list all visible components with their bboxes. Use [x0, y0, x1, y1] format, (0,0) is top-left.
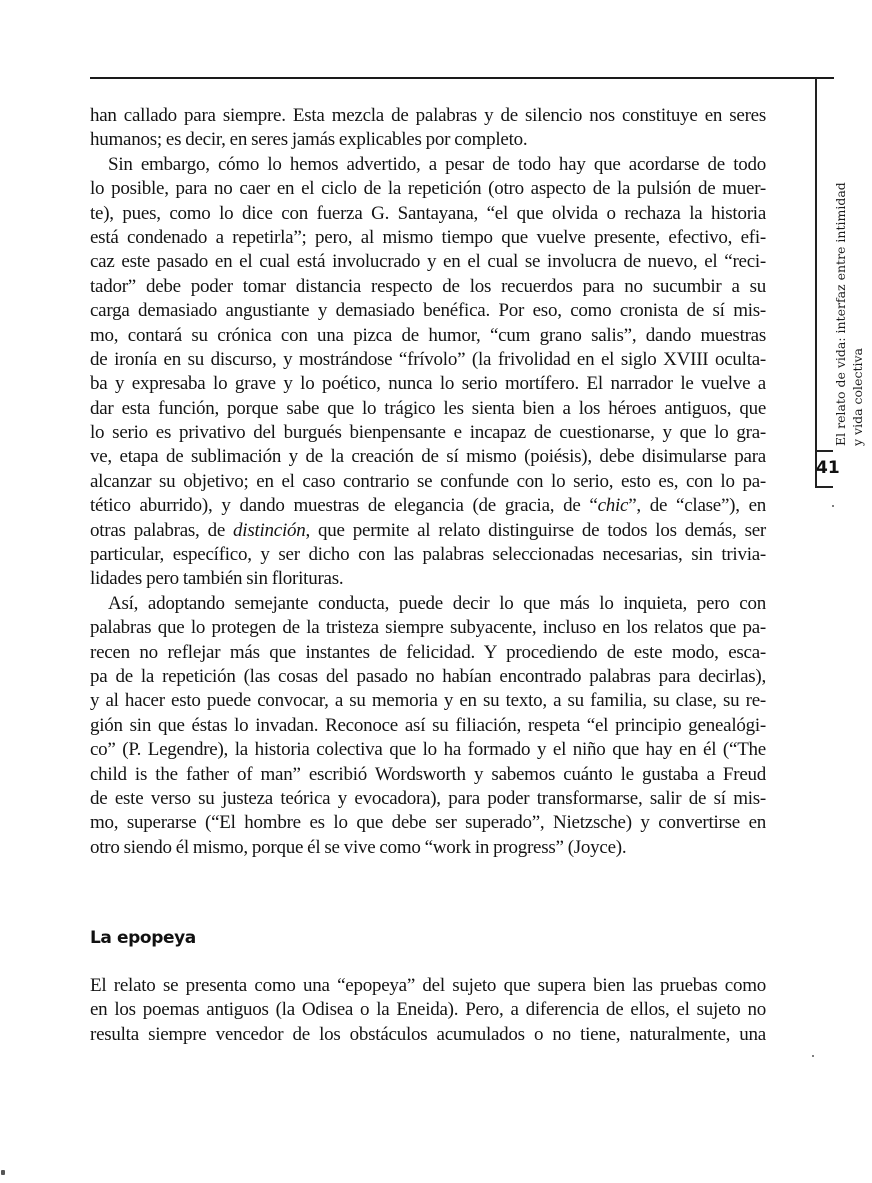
text-line: lo posible, para no caer en el ciclo de la repetición (otro aspecto de la pulsión de muer-	[90, 178, 766, 200]
text-line: dar esta función, porque sabe que lo trágico les sienta bien a los héroes antiguos, que	[90, 397, 766, 419]
text-run: , que permite al relato distinguirse de todos los demás, ser	[305, 519, 766, 541]
text-line: tador” debe poder tomar distancia respecto de los recuerdos para no sucumbir a su	[90, 275, 766, 297]
text-line: Así, adoptando semejante conducta, puede decir lo que más lo inquieta, pero con	[108, 592, 766, 614]
text-line: palabras que lo protegen de la tristeza siempre subyacente, incluso en los relatos que pa-	[90, 617, 766, 639]
italic-term-distincion: distinción	[233, 519, 306, 541]
folio-box-top	[815, 450, 833, 452]
running-title	[832, 182, 866, 446]
text-line: El relato se presenta como una “epopeya” del sujeto que supera bien las pruebas como	[90, 975, 766, 996]
text-run: tético aburrido), y dando muestras de elegancia (de gracia, de “	[90, 495, 598, 517]
folio-box-bottom	[815, 486, 833, 488]
text-line: carga demasiado angustiante y demasiado benéfica. Por eso, como cronista de sí mis-	[90, 300, 766, 322]
scan-speck	[812, 1055, 814, 1057]
text-line: otro siendo él mismo, porque él se vive como “work in progress” (Joyce).	[90, 836, 627, 858]
page-number: 41	[816, 458, 840, 478]
text-line: de ironía en su discurso, y mostrándose “frívolo” (la frivolidad en el siglo XVIII oculta-	[90, 348, 766, 370]
header-rule	[90, 77, 834, 79]
text-line	[90, 519, 766, 543]
text-line: child is the father of man” escribió Wordsworth y sabemos cuánto le gustaba a Freud	[90, 763, 766, 785]
text-line: han callado para siempre. Esta mezcla de palabras y de silencio nos constituye en seres	[90, 105, 766, 126]
text-line: lo serio es privativo del burgués bienpensante e incapaz de cuestionarse, y que lo gra-	[90, 422, 766, 444]
text-line: ba y expresaba lo grave y lo poético, nunca lo serio mortífero. El narrador le vuelve a	[90, 373, 766, 395]
text-line: caz este pasado en el cual está involucrado y en el cual se involucra de nuevo, el “reci-	[90, 251, 766, 273]
paragraph	[90, 153, 766, 592]
text-line: gión sin que éstas lo invadan. Reconoce así su filiación, respeta “el principio genealógi-	[90, 714, 766, 736]
scan-speck	[1, 1170, 5, 1175]
text-line: ve, etapa de sublimación y de la creación de sí mismo (poiésis), debe disimularse para	[90, 446, 766, 468]
section-body-text	[90, 974, 766, 1047]
text-line: y al hacer esto puede convocar, a su memoria y en su texto, a su familia, su clase, su re-	[90, 690, 766, 712]
italic-term-chic: chic	[597, 495, 629, 517]
text-line: en los poemas antiguos (la Odisea o la Eneida). Pero, a diferencia de ellos, el sujeto no	[90, 999, 766, 1021]
section-heading: La epopeya	[90, 928, 196, 948]
text-line: resulta siempre vencedor de los obstáculos acumulados o no tiene, naturalmente, una	[90, 1023, 766, 1045]
body-text	[90, 104, 766, 860]
text-run: otras palabras, de	[90, 519, 234, 541]
running-title-line-2: y vida colectiva	[850, 348, 865, 446]
text-line: lidades pero también sin florituras.	[90, 568, 344, 590]
text-line: Sin embargo, cómo lo hemos advertido, a pesar de todo hay que acordarse de todo	[108, 153, 766, 175]
text-line: particular, específico, y ser dicho con las palabras seleccionadas necesarias, sin trivia-	[90, 544, 766, 566]
paragraph	[90, 104, 766, 153]
text-line: te), pues, como lo dice con fuerza G. Santayana, “el que olvida o rechaza la historia	[90, 202, 766, 224]
text-line: recen no reflejar más que instantes de felicidad. Y procediendo de este modo, esca-	[90, 641, 766, 663]
text-line: alcanzar su objetivo; en el caso contrario se confunde con lo serio, esto es, con lo pa-	[90, 470, 766, 492]
text-line: co” (P. Legendre), la historia colectiva que lo ha formado y el niño que hay en él (“The	[90, 739, 766, 761]
text-line: humanos; es decir, en seres jamás explicables por completo.	[90, 129, 528, 151]
text-line: mo, superarse (“El hombre es lo que debe ser superado”, Nietzsche) y convertirse en	[90, 812, 766, 834]
text-line	[90, 494, 766, 518]
text-line: mo, contará su crónica con una pizca de humor, “cum grano salis”, dando muestras	[90, 324, 766, 346]
running-title-line-1: El relato de vida: interfaz entre intimidad	[833, 182, 848, 446]
scan-speck	[832, 505, 834, 507]
text-run: ”, de “clase”), en	[628, 495, 767, 517]
text-line: pa de la repetición (las cosas del pasado no habían encontrado palabras para decirlas),	[90, 665, 766, 687]
margin-rule	[815, 78, 817, 488]
text-line: está condenado a repetirla”; pero, al mismo tiempo que vuelve presente, efectivo, efi-	[90, 226, 766, 248]
text-line: de este verso su justeza teórica y evocadora), para poder transformarse, salir de sí mis-	[90, 787, 766, 809]
paragraph	[90, 592, 766, 860]
